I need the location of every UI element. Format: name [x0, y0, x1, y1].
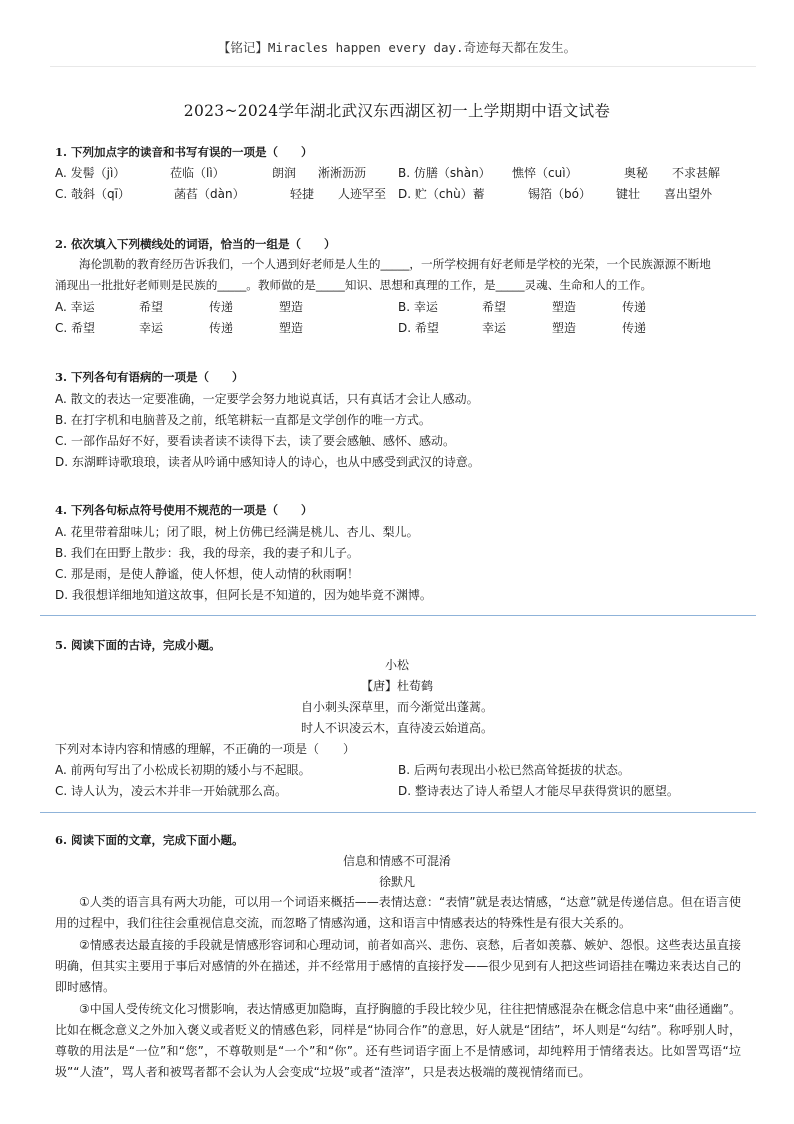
q2-option-c-4: 塑造: [279, 321, 304, 335]
q4-stem: 4. 下列各句标点符号使用不规范的一项是（ ）: [55, 503, 313, 517]
q1-stem: 1. 下列加点字的读音和书写有误的一项是（ ）: [55, 145, 313, 159]
q2-passage-line-2: 涌现出一批批好老师则是民族的_____。教师做的是_____知识、思想和真理的工作，是_____灵魂、生命和人的工作。: [55, 278, 653, 292]
q5-poem-line-2: 时人不识凌云木，直待凌云始道高。: [300, 721, 493, 735]
q5-stem: 5. 阅读下面的古诗，完成小题。: [55, 638, 221, 652]
q6-paragraph-1: ①人类的语言具有两大功能，可以用一个词语来概括——表情达意：“表情”就是表达情感，“达意”就是传递信息。但在语言使用的过程中，我们往往会重视信息交流，而忽略了情感沟通，这和语言中情感表达的特殊性是有很大关系的。: [55, 895, 741, 930]
q2-option-a-2: 希望: [139, 300, 164, 314]
q1-option-b-1: B. 仿膳（shàn）: [398, 166, 491, 180]
q5-option-c: C. 诗人认为，凌云木并非一开始就那么高。: [55, 784, 288, 798]
q5-option-b: B. 后两句表现出小松已然高耸挺拔的状态。: [398, 763, 630, 777]
header-divider: [50, 66, 756, 67]
q1-option-b-3: 奥秘: [624, 166, 649, 180]
q1-option-a-1: A. 发髻（jì）: [55, 166, 126, 180]
q5-poem-line-1: 自小刺头深草里，而今渐觉出蓬蒿。: [300, 700, 493, 714]
q3-option-b: B. 在打字机和电脑普及之前，纸笔耕耘一直都是文学创作的唯一方式。: [55, 413, 431, 427]
q6-stem: 6. 阅读下面的文章，完成下面小题。: [55, 833, 244, 847]
q3-option-a: A. 散文的表达一定要准确，一定要学会努力地说真话，只有真话才会让人感动。: [55, 392, 479, 406]
q2-option-a-3: 传递: [209, 300, 234, 314]
q2-passage-line-1: 海伦凯勒的教育经历告诉我们，一个人遇到好老师是人生的_____，一所学校拥有好老师是学校的光荣，一个民族源源不断地: [79, 257, 711, 271]
q2-option-d-1: D. 希望: [398, 321, 439, 335]
q2-option-b-1: B. 幸运: [398, 300, 438, 314]
q2-option-b-2: 希望: [482, 300, 507, 314]
q2-option-c-3: 传递: [209, 321, 234, 335]
q3-stem: 3. 下列各句有语病的一项是（ ）: [55, 370, 244, 384]
q1-option-a-4: 淅淅沥沥: [318, 166, 367, 180]
q1-option-c-4: 人迹罕至: [338, 187, 387, 201]
q6-article-author: 徐默凡: [378, 875, 415, 889]
q2-option-c-2: 幸运: [139, 321, 164, 335]
q6-paragraph-2: ②情感表达最直接的手段就是情感形容词和心理动词，前者如高兴、悲伤、哀愁，后者如羡慕、嫉妒、怨恨。这些表达虽直接明确，但其实主要用于事后对感情的外在描述，并不经常用于感情的直接抒发——很少见到有人把这些词语挂在嘴边来表达自己的即时感情。: [55, 938, 741, 994]
q6-article-title: 信息和情感不可混淆: [342, 854, 451, 868]
section-divider-2: [40, 812, 756, 813]
q3-option-c: C. 一部作品好不好，要看读者读不读得下去，读了要会感触、感怀、感动。: [55, 434, 456, 448]
q5-question: 下列对本诗内容和情感的理解，不正确的一项是（ ）: [55, 742, 356, 756]
section-divider-1: [40, 615, 756, 616]
q1-option-d-2: 锡箔（bó）: [528, 187, 591, 201]
q4-option-a: A. 花里带着甜味儿；闭了眼，树上仿佛已经满是桃儿、杏儿、梨儿。: [55, 525, 419, 539]
q3-option-d: D. 东湖畔诗歌琅琅，读者从吟诵中感知诗人的诗心，也从中感受到武汉的诗意。: [55, 455, 480, 469]
q2-option-c-1: C. 希望: [55, 321, 96, 335]
q5-option-a: A. 前两句写出了小松成长初期的矮小与不起眼。: [55, 763, 311, 777]
q1-option-b-2: 憔悴（cuì）: [512, 166, 578, 180]
q4-option-c: C. 那是雨，是使人静谧，使人怀想，使人动情的秋雨啊！: [55, 567, 360, 581]
q5-poem-author: 【唐】杜荀鹤: [360, 679, 433, 693]
q1-option-c-3: 轻捷: [290, 187, 315, 201]
q1-option-d-1: D. 贮（chù）蓄: [398, 187, 485, 201]
q2-option-d-2: 幸运: [482, 321, 507, 335]
q1-option-c-1: C. 攲斜（qī）: [55, 187, 130, 201]
q4-option-d: D. 我很想详细地知道这故事，但阿长是不知道的，因为她毕竟不渊博。: [55, 588, 432, 602]
q1-option-c-2: 菡萏（dàn）: [174, 187, 245, 201]
q2-stem: 2. 依次填入下列横线处的词语，恰当的一组是（ ）: [55, 237, 336, 251]
q1-option-a-2: 莅临（lì）: [170, 166, 225, 180]
q1-option-b-4: 不求甚解: [672, 166, 721, 180]
q2-option-d-4: 传递: [622, 321, 647, 335]
q5-poem-title: 小松: [384, 658, 409, 672]
q4-option-b: B. 我们在田野上散步：我，我的母亲，我的妻子和儿子。: [55, 546, 359, 560]
q1-option-d-3: 键壮: [616, 187, 641, 201]
q2-option-b-3: 塑造: [552, 300, 577, 314]
q2-option-b-4: 传递: [622, 300, 647, 314]
q5-option-d: D. 整诗表达了诗人希望人才能尽早获得赏识的愿望。: [398, 784, 679, 798]
q2-option-d-3: 塑造: [552, 321, 577, 335]
document-title: 2023~2024学年湖北武汉东西湖区初一上学期期中语文试卷: [183, 102, 611, 120]
q1-option-a-3: 朗润: [272, 166, 297, 180]
q6-paragraph-3: ③中国人受传统文化习惯影响，表达情感更加隐晦，直抒胸臆的手段比较少见，往往把情感混杂在概念信息中来“曲径通幽”。比如在概念意义之外加入褒义或者贬义的情感色彩，同样是“协同合作”的意思，好人就是“团结”，坏人则是“勾结”。称呼别人时，尊敬的用法是“一位”和“您”，不尊敬则是“一个”和“你”。还有些词语字面上不是情感词，却纯粹用于情绪表达。比如詈骂语“垃圾”“人渣”，骂人者和被骂者都不会认为人会变成“垃圾”或者“渣滓”，只是表达极端的蔑视情绪而已。: [55, 1002, 741, 1079]
q2-option-a-1: A. 幸运: [55, 300, 95, 314]
page-header-motto: 【铭记】Miracles happen every day.奇迹每天都在发生。: [217, 40, 577, 55]
q2-option-a-4: 塑造: [279, 300, 304, 314]
q1-option-d-4: 喜出望外: [664, 187, 713, 201]
